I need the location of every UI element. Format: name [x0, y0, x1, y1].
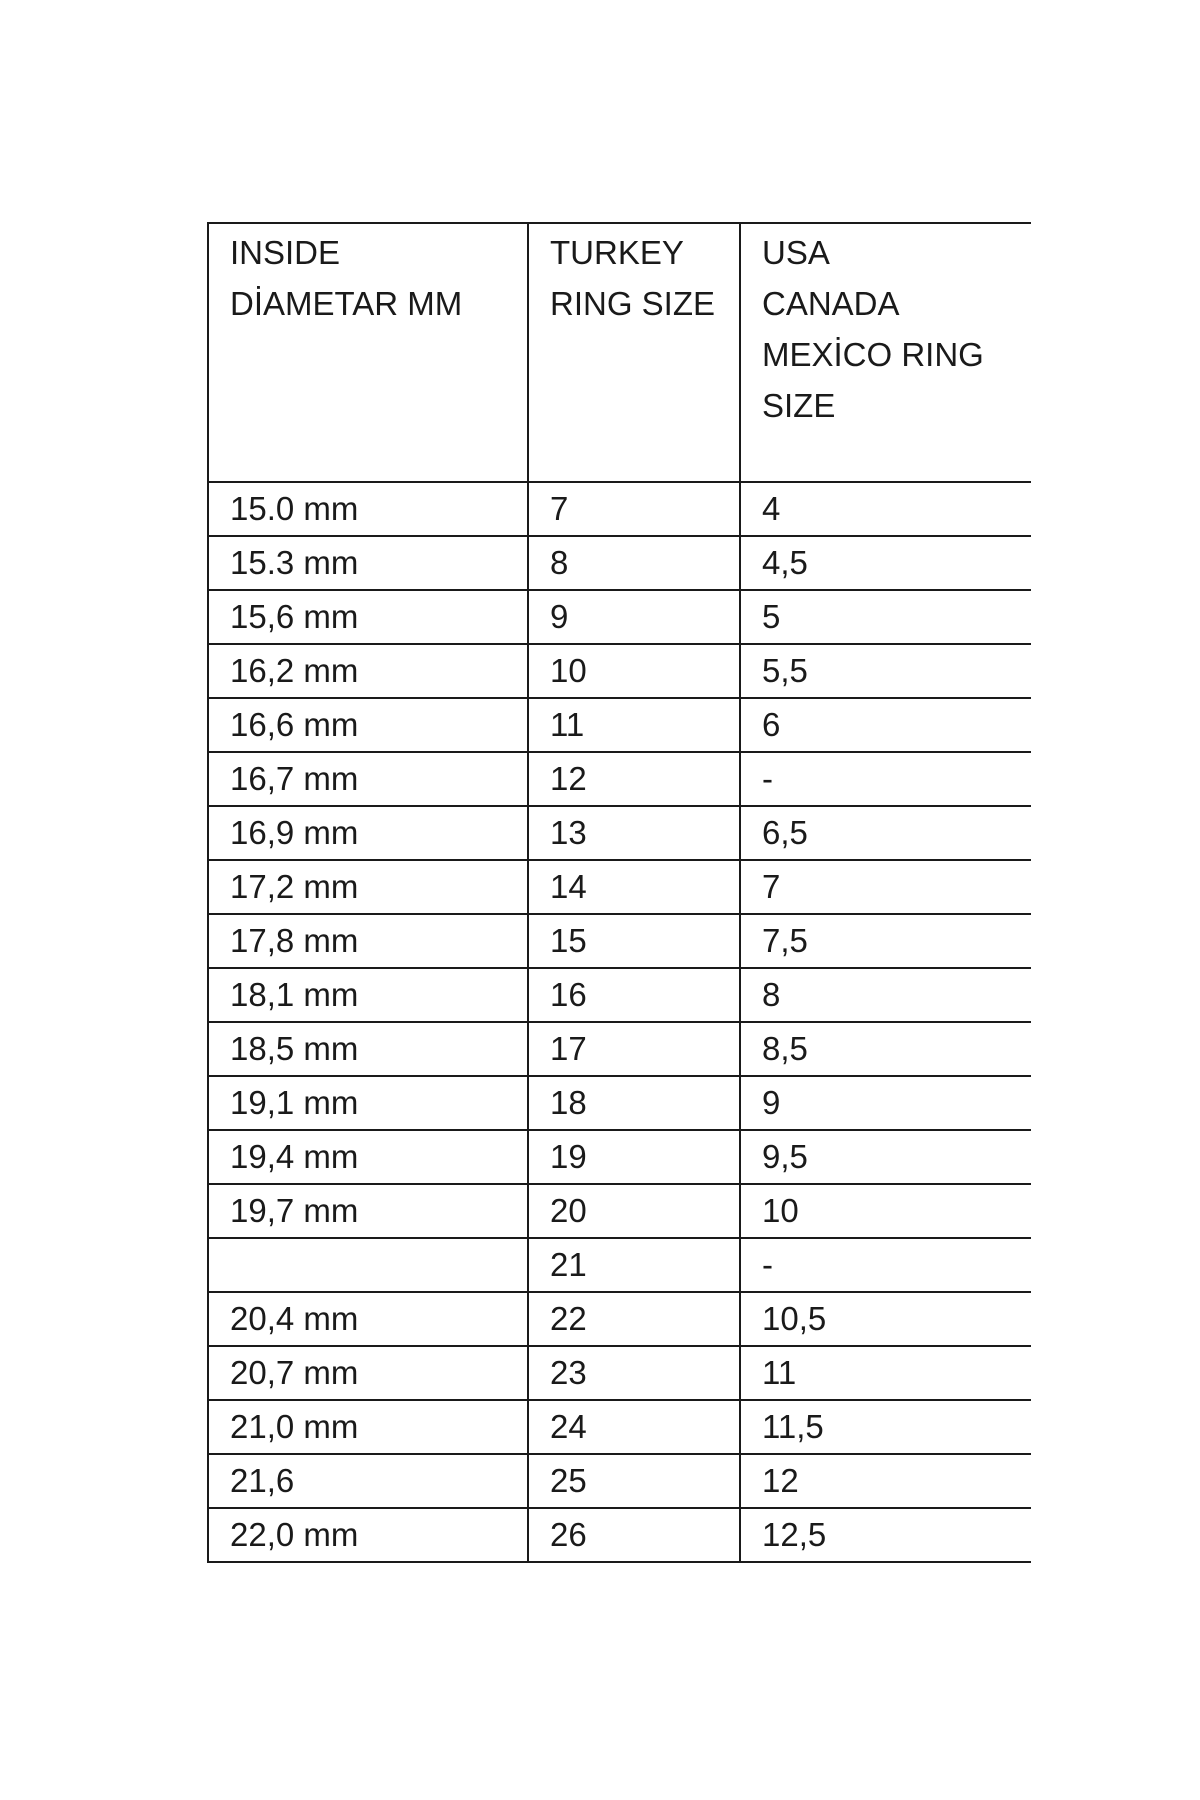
table-row: [208, 590, 1031, 644]
usa-size-cell: 11: [740, 1346, 1031, 1400]
turkey-size-cell: 8: [528, 536, 740, 590]
usa-size-cell: 9,5: [740, 1130, 1031, 1184]
turkey-size-cell: 9: [528, 590, 740, 644]
table-row: [208, 1454, 1031, 1508]
diameter-cell: 15.0 mm: [208, 482, 528, 536]
usa-size-cell: 4: [740, 482, 1031, 536]
turkey-size-cell: 10: [528, 644, 740, 698]
turkey-size-cell: 24: [528, 1400, 740, 1454]
header-text: RING SIZE: [550, 285, 716, 322]
table-row: [208, 752, 1031, 806]
turkey-size-cell: 11: [528, 698, 740, 752]
turkey-size-cell: 13: [528, 806, 740, 860]
table-row: [208, 698, 1031, 752]
table-row: [208, 1292, 1031, 1346]
table-row: [208, 1238, 1031, 1292]
diameter-cell: 22,0 mm: [208, 1508, 528, 1562]
turkey-size-cell: 20: [528, 1184, 740, 1238]
usa-size-cell: 12,5: [740, 1508, 1031, 1562]
usa-size-cell: -: [740, 752, 1031, 806]
diameter-cell: 20,7 mm: [208, 1346, 528, 1400]
usa-size-cell: 4,5: [740, 536, 1031, 590]
diameter-cell: 19,4 mm: [208, 1130, 528, 1184]
diameter-cell: 15,6 mm: [208, 590, 528, 644]
table-row: [208, 1400, 1031, 1454]
header-text: CANADA: [762, 285, 900, 322]
turkey-size-cell: 25: [528, 1454, 740, 1508]
turkey-size-cell: 18: [528, 1076, 740, 1130]
usa-size-cell: 6,5: [740, 806, 1031, 860]
header-text: SIZE: [762, 387, 836, 424]
header-row: [208, 223, 1031, 482]
table-row: [208, 860, 1031, 914]
header-text: USA: [762, 234, 830, 271]
usa-size-cell: 5: [740, 590, 1031, 644]
diameter-cell: 16,9 mm: [208, 806, 528, 860]
turkey-size-cell: 12: [528, 752, 740, 806]
table-row: [208, 1508, 1031, 1562]
table-row: [208, 914, 1031, 968]
diameter-cell: 18,5 mm: [208, 1022, 528, 1076]
table-row: [208, 482, 1031, 536]
turkey-size-cell: 16: [528, 968, 740, 1022]
usa-size-cell: 7: [740, 860, 1031, 914]
diameter-cell: 19,7 mm: [208, 1184, 528, 1238]
turkey-size-cell: 14: [528, 860, 740, 914]
diameter-cell: 16,7 mm: [208, 752, 528, 806]
table-row: [208, 1076, 1031, 1130]
header-text: DİAMETAR MM: [230, 285, 463, 322]
diameter-cell: 16,6 mm: [208, 698, 528, 752]
turkey-size-cell: 22: [528, 1292, 740, 1346]
header-text: INSIDE: [230, 234, 341, 271]
usa-size-cell: 8,5: [740, 1022, 1031, 1076]
turkey-size-cell: 17: [528, 1022, 740, 1076]
diameter-cell: 16,2 mm: [208, 644, 528, 698]
diameter-cell: 21,0 mm: [208, 1400, 528, 1454]
usa-size-cell: 7,5: [740, 914, 1031, 968]
usa-size-cell: 8: [740, 968, 1031, 1022]
usa-size-cell: 11,5: [740, 1400, 1031, 1454]
header-text: TURKEY: [550, 234, 684, 271]
usa-size-cell: 9: [740, 1076, 1031, 1130]
diameter-cell: 19,1 mm: [208, 1076, 528, 1130]
diameter-cell: 18,1 mm: [208, 968, 528, 1022]
usa-size-cell: 5,5: [740, 644, 1031, 698]
turkey-size-cell: 19: [528, 1130, 740, 1184]
turkey-size-cell: 21: [528, 1238, 740, 1292]
usa-size-cell: 10,5: [740, 1292, 1031, 1346]
usa-size-cell: -: [740, 1238, 1031, 1292]
turkey-size-cell: 23: [528, 1346, 740, 1400]
usa-size-cell: 10: [740, 1184, 1031, 1238]
usa-size-cell: 6: [740, 698, 1031, 752]
diameter-cell: 21,6: [208, 1454, 528, 1508]
ring-size-table: [207, 222, 1031, 1563]
table-row: [208, 1022, 1031, 1076]
table-row: [208, 536, 1031, 590]
ring-size-chart: [207, 222, 1030, 1563]
turkey-size-cell: 15: [528, 914, 740, 968]
diameter-cell: 17,2 mm: [208, 860, 528, 914]
table-row: [208, 644, 1031, 698]
header-text: MEXİCO RING: [762, 336, 984, 373]
turkey-size-cell: 7: [528, 482, 740, 536]
header-usa-size: [740, 223, 1031, 482]
diameter-cell: 15.3 mm: [208, 536, 528, 590]
table-row: [208, 968, 1031, 1022]
table-row: [208, 806, 1031, 860]
table-row: [208, 1346, 1031, 1400]
diameter-cell: [208, 1238, 528, 1292]
header-turkey-size: [528, 223, 740, 482]
turkey-size-cell: 26: [528, 1508, 740, 1562]
table-row: [208, 1184, 1031, 1238]
header-inside-diameter: [208, 223, 528, 482]
diameter-cell: 20,4 mm: [208, 1292, 528, 1346]
usa-size-cell: 12: [740, 1454, 1031, 1508]
diameter-cell: 17,8 mm: [208, 914, 528, 968]
table-row: [208, 1130, 1031, 1184]
